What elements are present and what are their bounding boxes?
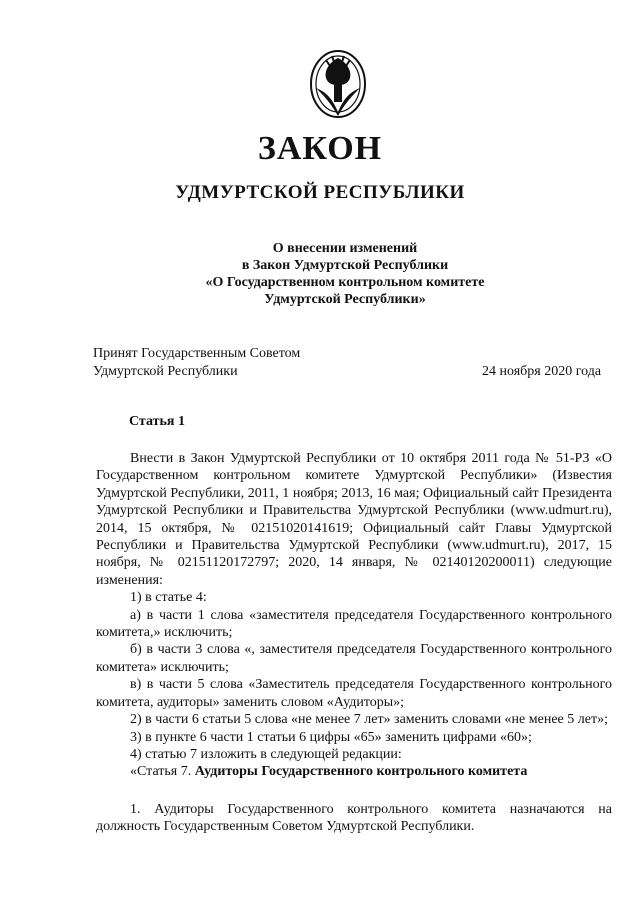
new-article-title: Аудиторы Государственного контрольного комитета xyxy=(194,764,528,780)
article-intro: Внести в Закон Удмуртской Республики от 10 октября 2011 года № 51-РЗ «О Государственном контрольном комитете Удмуртской Республики» (Известия Удмуртской Республики, 2011, 1 ноября; 2013, 16 мая; Официальный сайт Президента Удмуртской Республики и Правительства Удмуртской Республики (www.udmurt.ru), 2014, 15 октября, № 02151020141619; Официальный сайт Главы Удмуртской Республики и Правительства Удмуртской Республики (www.udmurt.ru), 2017, 15 ноября, № 02151120172797; 2020, 14 января, № 02140120200011) следующие изменения: xyxy=(96,451,612,588)
subject-line-4: Удмуртской Республики» xyxy=(264,292,426,307)
adoption-block xyxy=(93,345,300,381)
article-heading: Статья 1 xyxy=(129,414,185,429)
subject-line-2: в Закон Удмуртской Республики xyxy=(241,258,449,273)
list-item: 1) в статье 4: xyxy=(130,590,207,606)
law-title: ЗАКОН xyxy=(257,130,383,167)
article-body xyxy=(96,450,612,836)
new-article-heading xyxy=(96,763,612,780)
adoption-line-2: Удмуртской Республики xyxy=(93,364,238,379)
list-item: б) в части 3 слова «, заместителя председателя Государственного контрольного комитета» исключить; xyxy=(96,642,612,675)
coat-of-arms-icon xyxy=(308,48,368,120)
list-item: в) в части 5 слова «Заместитель председателя Государственного контрольного комитета, аудиторы» заменить словом «Аудиторы»; xyxy=(96,677,612,710)
list-item: 2) в части 6 статьи 5 слова «не менее 7 лет» заменить словами «не менее 5 лет»; xyxy=(130,712,608,728)
list-item: 4) статью 7 изложить в следующей редакции: xyxy=(130,746,402,762)
adoption-date: 24 ноября 2020 года xyxy=(482,364,602,379)
new-article-prefix: «Статья 7. xyxy=(130,764,195,780)
new-article-paragraph: 1. Аудиторы Государственного контрольного комитета назначаются на должность Государственным Советом Удмуртской Республики. xyxy=(96,801,612,835)
subject-line-3: «О Государственном контрольном комитете xyxy=(205,275,485,290)
subject-line-1: О внесении изменений xyxy=(272,241,418,256)
list-item: 3) в пункте 6 части 1 статьи 6 цифры «65» заменить цифрами «60»; xyxy=(130,729,532,745)
republic-title: УДМУРТСКОЙ РЕСПУБЛИКИ xyxy=(175,182,465,203)
adoption-line-1: Принят Государственным Советом xyxy=(93,346,301,361)
list-item: а) в части 1 слова «заместителя председателя Государственного контрольного комитета,» исключить; xyxy=(96,607,612,641)
law-subject xyxy=(0,240,640,308)
